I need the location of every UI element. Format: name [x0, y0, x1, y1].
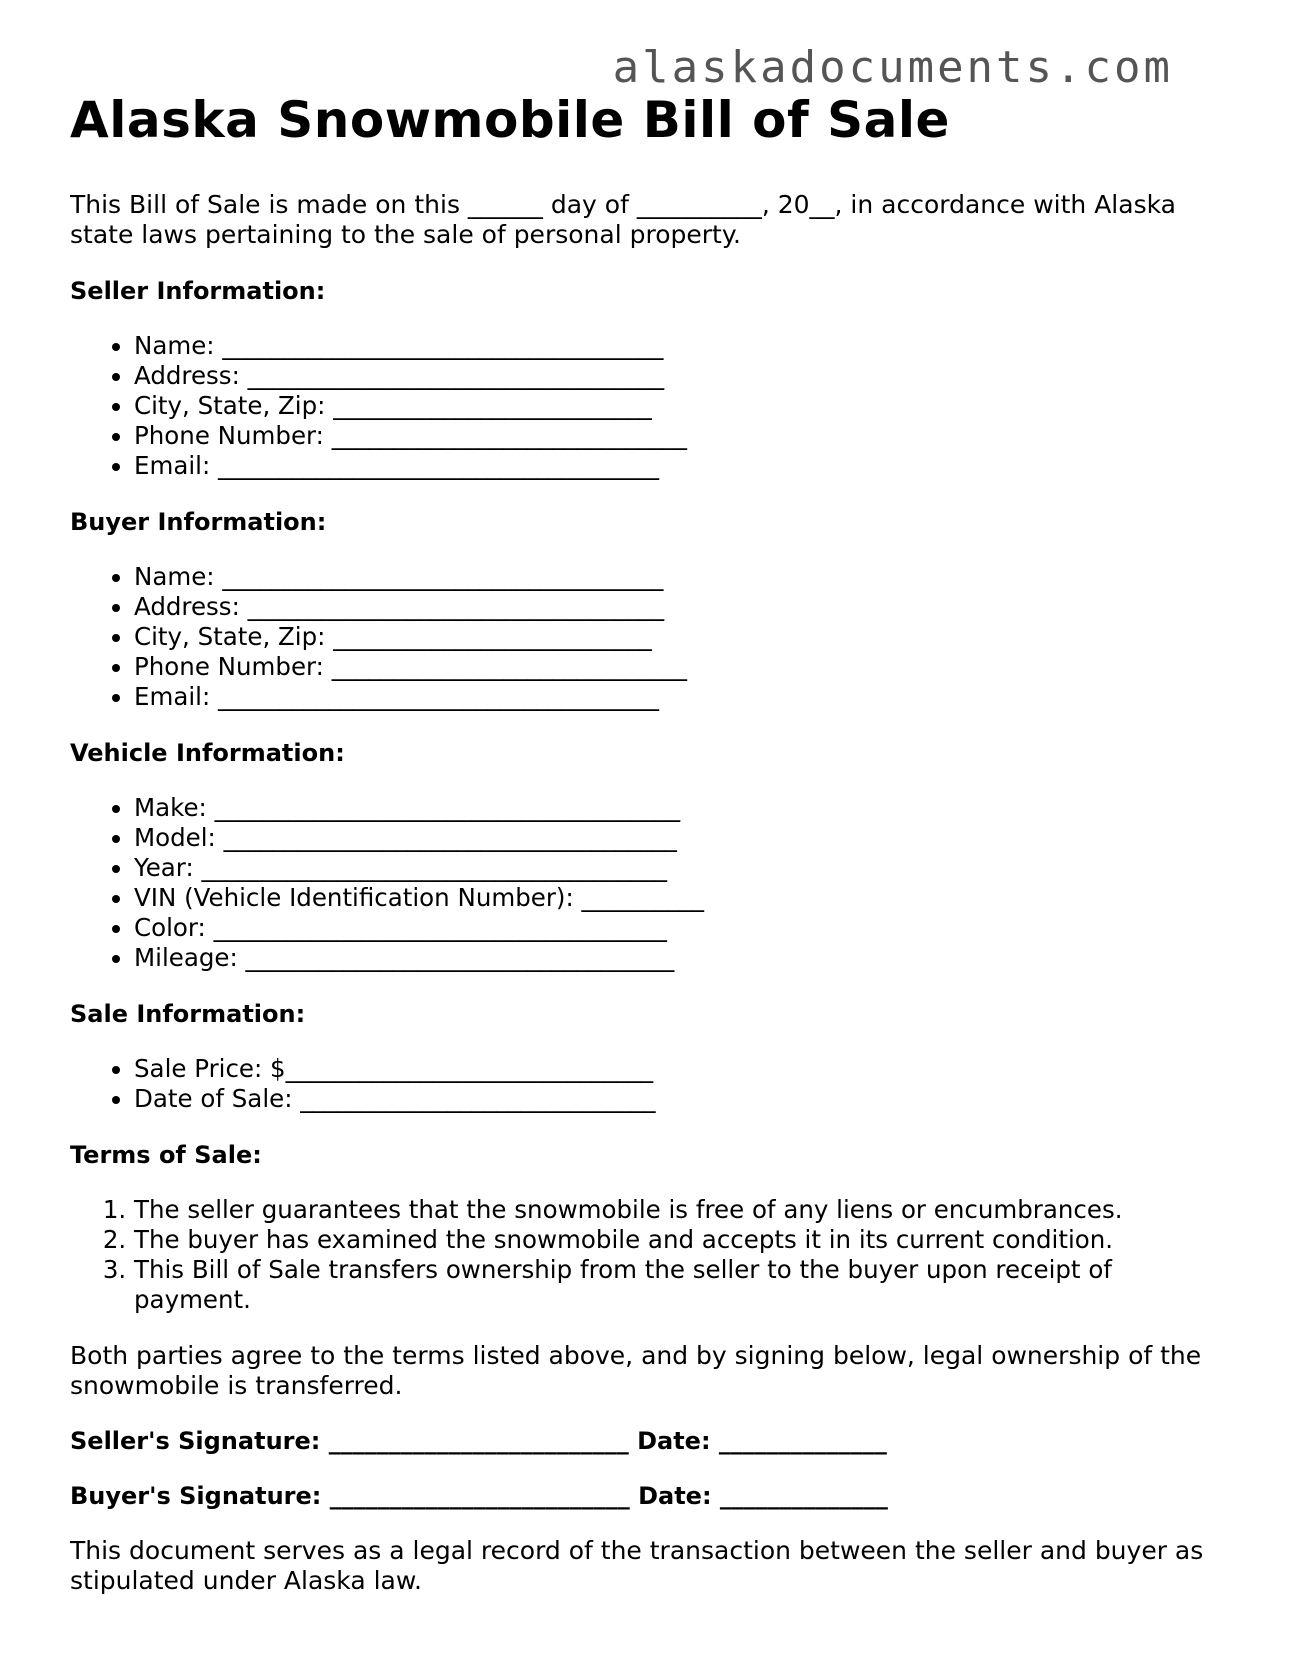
vehicle-mileage-field: • Mileage: ___________________________________ [134, 943, 1210, 973]
terms-list [70, 1195, 1210, 1315]
closing-paragraph: This document serves as a legal record of the transaction between the seller and buyer as stipulated under Alaska law. [70, 1536, 1204, 1595]
seller-list [70, 331, 1210, 481]
vehicle-make-field: • Make: ______________________________________ [134, 793, 1210, 823]
seller-city-state-zip-field: • City, State, Zip: __________________________ [134, 391, 1210, 421]
seller-email-field: • Email: ____________________________________ [134, 451, 1210, 481]
vehicle-color-field: • Color: _____________________________________ [134, 913, 1210, 943]
seller-name-field: • Name: ____________________________________ [134, 331, 1210, 361]
buyer-signature-line: Buyer's Signature: _________________________ Date: ______________ [70, 1482, 888, 1510]
vehicle-model-field: • Model: _____________________________________ [134, 823, 1210, 853]
buyer-address-field: • Address: __________________________________ [134, 592, 1210, 622]
seller-signature-line: Seller's Signature: _________________________ Date: ______________ [70, 1427, 887, 1455]
watermark: alaskadocuments.com [612, 42, 1173, 93]
buyer-phone-field: • Phone Number: _____________________________ [134, 652, 1210, 682]
buyer-email-field: • Email: ____________________________________ [134, 682, 1210, 712]
buyer-city-state-zip-field: • City, State, Zip: __________________________ [134, 622, 1210, 652]
terms-item: 1. The seller guarantees that the snowmobile is free of any liens or encumbrances. [134, 1195, 1210, 1225]
buyer-heading: Buyer Information: [70, 508, 327, 536]
terms-heading: Terms of Sale: [70, 1141, 262, 1169]
sale-heading: Sale Information: [70, 1000, 306, 1028]
vehicle-heading: Vehicle Information: [70, 739, 345, 767]
sale-list [70, 1054, 1210, 1114]
page-title: Alaska Snowmobile Bill of Sale [70, 91, 950, 149]
terms-item: 3. This Bill of Sale transfers ownership from the seller to the buyer upon receipt of payment. [134, 1255, 1210, 1315]
seller-address-field: • Address: __________________________________ [134, 361, 1210, 391]
agreement-paragraph: Both parties agree to the terms listed above, and by signing below, legal ownership of the snowmobile is transferred. [70, 1341, 1202, 1400]
seller-heading: Seller Information: [70, 277, 326, 305]
sale-date-field: • Date of Sale: _____________________________ [134, 1084, 1210, 1114]
buyer-name-field: • Name: ____________________________________ [134, 562, 1210, 592]
vehicle-year-field: • Year: ______________________________________ [134, 853, 1210, 883]
sale-price-field: • Sale Price: $______________________________ [134, 1054, 1210, 1084]
vehicle-list [70, 793, 1210, 973]
terms-item: 2. The buyer has examined the snowmobile and accepts it in its current condition. [134, 1225, 1210, 1255]
intro-paragraph: This Bill of Sale is made on this ______ day of __________, 20__, in accordance with Alaska state laws pertaining to the sale of personal property. [70, 190, 1176, 249]
buyer-list [70, 562, 1210, 712]
seller-phone-field: • Phone Number: _____________________________ [134, 421, 1210, 451]
vehicle-vin-field: • VIN (Vehicle Identification Number): __________ [134, 883, 1210, 913]
document-page [70, 88, 1210, 1596]
